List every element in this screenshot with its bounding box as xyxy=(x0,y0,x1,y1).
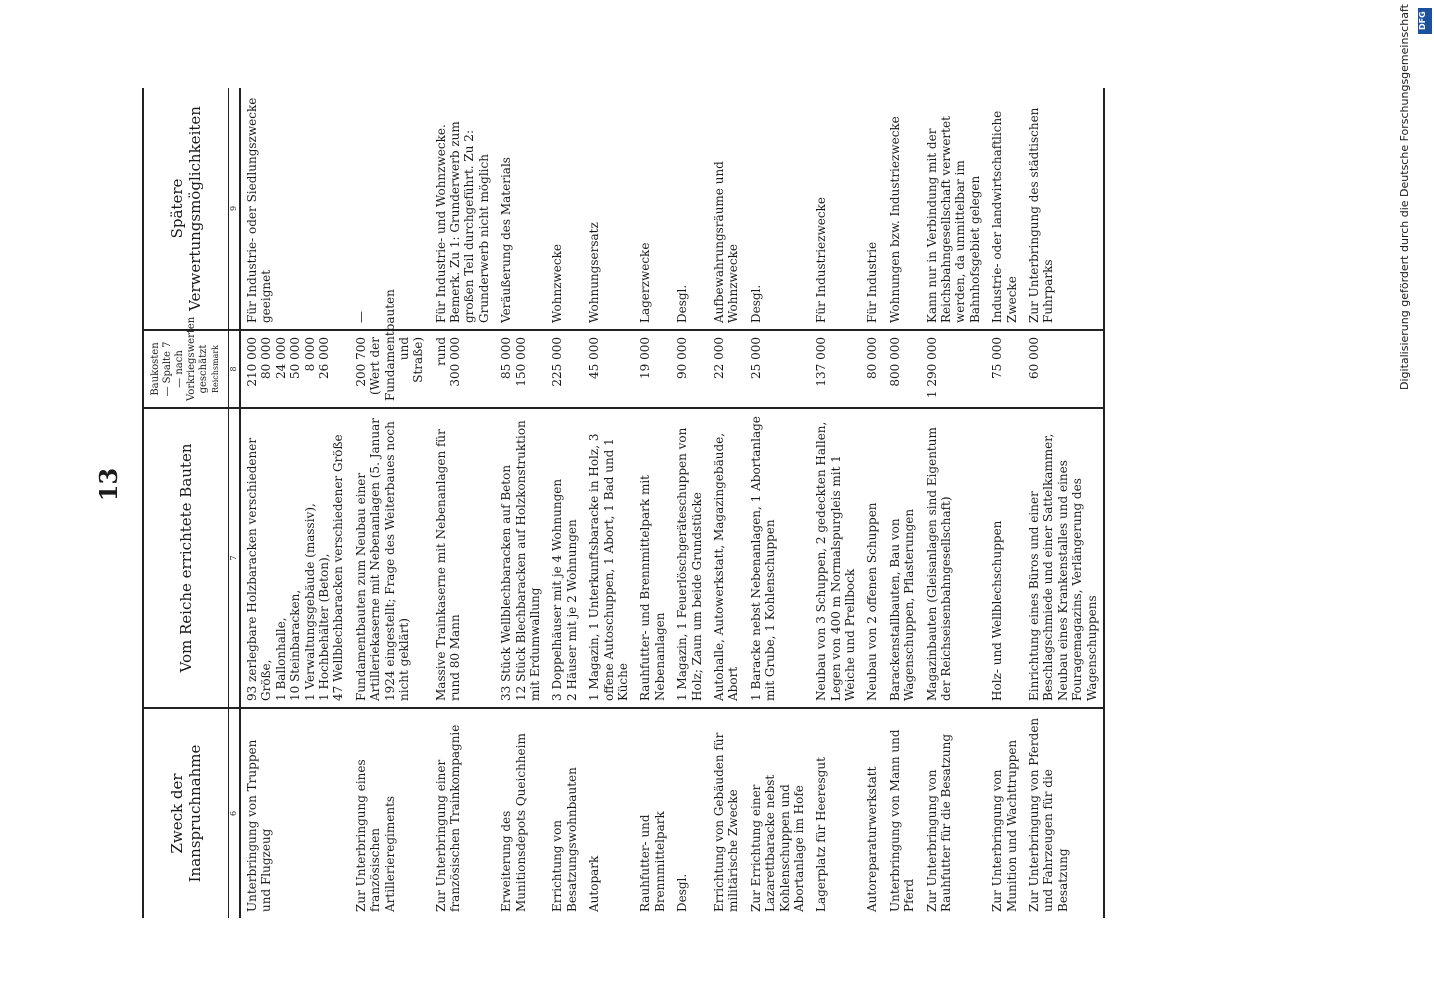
bauten-cell xyxy=(634,408,671,708)
table-row xyxy=(430,88,496,918)
bauten-line: 1 Ballonhalle, xyxy=(273,617,288,701)
table-row xyxy=(708,88,745,918)
kosten-value: 60 000 xyxy=(1026,337,1041,379)
kosten-value: 19 000 xyxy=(638,337,653,379)
verwertung-cell xyxy=(708,88,745,330)
bauten-cell xyxy=(884,408,921,708)
kosten-cell xyxy=(671,330,708,408)
zweck-cell xyxy=(546,708,583,918)
table-row xyxy=(745,88,811,918)
zweck-cell xyxy=(583,708,634,918)
zweck-cell xyxy=(1023,708,1104,918)
verwertung-text: Kann nur in Verbindung mit der Reichsbahngesellschaft verwertet werden, da unmittelbar im Bahnhofsgebiet gelegen xyxy=(924,116,982,323)
zweck-cell xyxy=(240,708,350,918)
bauten-cell xyxy=(350,408,430,708)
kosten-value: 80 000 xyxy=(865,337,880,379)
bauten-line: 93 zerlegbare Holzbaracken verschiedener Größe, xyxy=(245,437,274,701)
kosten-value: 45 000 xyxy=(587,337,602,379)
kosten-cell xyxy=(546,330,583,408)
bauten-line: 47 Wellblechbaracken verschiedener Größe xyxy=(331,434,346,701)
kosten-cell xyxy=(495,330,546,408)
table-row xyxy=(583,88,634,918)
verwertung-text: Industrie- oder landwirtschaftliche Zwecke xyxy=(990,110,1019,323)
verwertung-cell xyxy=(745,88,811,330)
kosten-value: 150 000 xyxy=(513,337,528,387)
verwertung-text: Für Industriezwecke xyxy=(814,197,829,323)
buildings-table xyxy=(142,88,1105,918)
kosten-value: 137 000 xyxy=(814,337,829,387)
bauten-line: 12 Stück Blechbaracken auf Holzkonstruktion mit Erdumwallung xyxy=(513,420,543,701)
table-row xyxy=(884,88,921,918)
verwertung-cell xyxy=(546,88,583,330)
zweck-text: Zur Errichtung einer Lazarettbaracke nebst Kohlenschuppen und Abortanlage im Hofe xyxy=(748,774,806,912)
verwertung-text: Wohnungen bzw. Industriezwecke xyxy=(887,116,902,323)
header-zweck: Zweck der Inanspruchnahme xyxy=(168,744,204,883)
verwertung-cell xyxy=(810,88,861,330)
header-bauten: Vom Reiche errichtete Bauten xyxy=(143,408,229,708)
kosten-value: 300 000 xyxy=(448,337,463,387)
bauten-cell xyxy=(430,408,496,708)
zweck-cell xyxy=(861,708,883,918)
zweck-cell xyxy=(921,708,987,918)
kosten-value: 225 000 xyxy=(550,337,565,387)
zweck-text: Autopark xyxy=(587,855,602,912)
zweck-text: Erweiterung des Munitionsdepots Queichheim xyxy=(499,733,528,912)
zweck-text: Zur Unterbringung von Rauhfutter für die Besatzung xyxy=(924,733,954,912)
kosten-value: (Wert der Fundamentbauten und Straße) xyxy=(368,289,426,401)
zweck-text: Unterbringung von Mann und Pferd xyxy=(887,729,917,912)
bauten-cell xyxy=(583,408,634,708)
bauten-line: Fundamentbauten zum Neubau einer Artilleriekaserne mit Nebenanlagen (5. Januar 1924 eingestellt; Frage des Weiterbaues noch nicht geklärt) xyxy=(353,417,411,701)
kosten-cell xyxy=(634,330,671,408)
bauten-line: 33 Stück Wellblechbaracken auf Beton xyxy=(499,464,514,701)
bauten-cell xyxy=(745,408,811,708)
zweck-cell xyxy=(884,708,921,918)
kosten-value: 1 290 000 xyxy=(924,337,939,399)
bauten-cell xyxy=(495,408,546,708)
verwertung-cell xyxy=(495,88,546,330)
kosten-value: 26 000 xyxy=(316,337,331,379)
zweck-text: Lagerplatz für Heeresgut xyxy=(814,757,829,912)
zweck-cell xyxy=(986,708,1023,918)
bauten-cell xyxy=(546,408,583,708)
zweck-text: Zur Unterbringung einer französischen Trainkompagnie xyxy=(433,724,463,912)
table-row xyxy=(240,88,350,918)
zweck-text: Desgl. xyxy=(675,873,690,912)
column-number: 7 xyxy=(229,408,241,708)
zweck-cell xyxy=(708,708,745,918)
verwertung-cell xyxy=(861,88,883,330)
kosten-value: 800 000 xyxy=(887,337,902,387)
column-number: 9 xyxy=(229,88,241,330)
verwertung-cell xyxy=(1023,88,1104,330)
bauten-line: Einrichtung eines Büros und einer Beschlagschmiede und einer Sattelkammer, Neubau eines Krankenstalles und eines Fouragemagazins, Verlängerung des Wagenschuppens xyxy=(1026,433,1099,701)
table-row xyxy=(546,88,583,918)
kosten-cell xyxy=(430,330,496,408)
kosten-cell xyxy=(708,330,745,408)
bauten-cell xyxy=(671,408,708,708)
header-kosten xyxy=(143,316,229,408)
verwertung-text: Wohnzwecke xyxy=(550,244,565,323)
bauten-line: Neubau von 2 offenen Schuppen xyxy=(865,502,880,701)
zweck-text: Zur Unterbringung eines französischen Artillerieregiments xyxy=(353,759,397,912)
zweck-text: Errichtung von Besatzungswohnbauten xyxy=(550,767,579,912)
kosten-value: 22 000 xyxy=(711,337,726,379)
zweck-text: Errichtung von Gebäuden für militärische Zwecke xyxy=(711,732,741,912)
verwertung-text: Zur Unterbringung des städtischen Fuhrparks xyxy=(1026,107,1056,323)
kosten-value: 75 000 xyxy=(990,337,1005,379)
bauten-cell xyxy=(986,408,1023,708)
kosten-value: 90 000 xyxy=(675,337,690,379)
verwertung-cell xyxy=(921,88,987,330)
kosten-cell xyxy=(583,330,634,408)
bauten-cell xyxy=(921,408,987,708)
kosten-value: 85 000 xyxy=(499,337,514,379)
verwertung-cell xyxy=(986,88,1023,330)
verwertung-text: — xyxy=(353,311,368,323)
table-row xyxy=(671,88,708,918)
bauten-line: 2 Häuser mit je 2 Wohnungen xyxy=(564,519,579,701)
bauten-line: 1 Magazin, 1 Unterkunftsbaracke in Holz, 3 offene Autoschuppen, 1 Abort, 1 Bad und 1 Küche xyxy=(587,433,630,701)
kosten-value: 50 000 xyxy=(288,337,303,379)
header-kosten-label: Baukosten — Spalte 7 — nach Vorkriegswerten geschätzt xyxy=(150,316,209,401)
kosten-value: 25 000 xyxy=(748,337,763,379)
bauten-cell xyxy=(240,408,350,708)
bauten-line: Massive Trainkaserne mit Nebenanlagen für rund 80 Mann xyxy=(433,429,463,701)
verwertung-text: Desgl. xyxy=(748,284,763,323)
bauten-cell xyxy=(708,408,745,708)
zweck-cell xyxy=(745,708,811,918)
table-row xyxy=(350,88,430,918)
zweck-text: Unterbringung von Truppen und Flugzeug xyxy=(245,739,274,912)
table-row xyxy=(810,88,861,918)
kosten-cell xyxy=(986,330,1023,408)
page-number: 13 xyxy=(94,467,124,502)
kosten-cell xyxy=(1023,330,1104,408)
kosten-cell xyxy=(240,330,350,408)
zweck-text: Zur Unterbringung von Pferden und Fahrzeugen für die Besatzung xyxy=(1026,717,1070,912)
header-kosten-unit: Reichsmark xyxy=(211,344,220,394)
dfg-logo: DFG xyxy=(1418,8,1432,34)
rotated-table-region xyxy=(142,88,1302,918)
zweck-text: Zur Unterbringung von Munition und Wachttruppen xyxy=(990,739,1019,912)
table-row xyxy=(1023,88,1104,918)
bauten-line: Magazinbauten (Gleisanlagen sind Eigentum der Reichseisenbahngesellschaft) xyxy=(924,427,954,701)
kosten-cell xyxy=(884,330,921,408)
column-number: 8 xyxy=(229,330,241,408)
kosten-value: 8 000 xyxy=(302,337,317,372)
column-number: 6 xyxy=(229,708,241,918)
table-row xyxy=(861,88,883,918)
kosten-value: 24 000 xyxy=(273,337,288,379)
verwertung-cell xyxy=(240,88,350,330)
bauten-line: Holz- und Wellblechschuppen xyxy=(990,520,1005,701)
bauten-line: Autohalle, Autowerkstatt, Magazingebäude, Abort xyxy=(711,432,741,701)
kosten-cell xyxy=(350,289,430,408)
verwertung-cell xyxy=(884,88,921,330)
table-row xyxy=(921,88,987,918)
zweck-cell xyxy=(350,708,430,918)
bauten-line: 10 Steinbaracken, xyxy=(288,589,303,701)
table-row xyxy=(634,88,671,918)
verwertung-text: Für Industrie- und Wohnzwecke. Bemerk. Zu 1: Grunderwerb zum großen Teil durchgeführt. Zu 2: Grunderwerb nicht möglich xyxy=(433,121,491,323)
bauten-line: Neubau von 3 Schuppen, 2 gedeckten Hallen, Legen von 400 m Normalspurgleis mit 1 Weiche und Prellbock xyxy=(814,421,858,701)
bauten-line: 1 Verwaltungsgebäude (massiv), xyxy=(302,503,317,701)
verwertung-cell xyxy=(430,88,496,330)
verwertung-text: Für Industrie- oder Siedlungszwecke geeignet xyxy=(245,97,274,323)
bauten-line: Rauhfutter- und Brennmittelpark mit Nebenanlagen xyxy=(638,474,667,701)
bauten-line: Barackenstallbauten, Bau von Wagenschuppen, Pflasterungen xyxy=(887,508,917,701)
kosten-cell xyxy=(810,330,861,408)
kosten-value: 210 000 xyxy=(245,337,259,387)
bauten-line: 3 Doppelhäuser mit je 4 Wohnungen xyxy=(550,478,565,701)
verwertung-text: Für Industrie xyxy=(865,241,880,323)
watermark-text: Digitalisierung gefördert durch die Deutsche Forschungsgemeinschaft xyxy=(1398,4,1411,390)
verwertung-cell xyxy=(634,88,671,330)
zweck-cell xyxy=(810,708,861,918)
verwertung-text: Desgl. xyxy=(675,284,690,323)
table-body xyxy=(240,88,1104,918)
zweck-cell xyxy=(430,708,496,918)
verwertung-cell xyxy=(583,88,634,330)
kosten-value: rund xyxy=(433,337,448,366)
zweck-cell xyxy=(634,708,671,918)
kosten-value: 200 700 xyxy=(353,337,368,387)
zweck-cell xyxy=(671,708,708,918)
zweck-cell xyxy=(495,708,546,918)
table-row xyxy=(495,88,546,918)
bauten-cell xyxy=(861,408,883,708)
kosten-value: 80 000 xyxy=(259,337,274,379)
bauten-cell xyxy=(810,408,861,708)
kosten-cell xyxy=(921,330,987,408)
verwertung-text: Veräußerung des Materials xyxy=(499,157,514,323)
verwertung-text: Lagerzwecke xyxy=(638,242,653,323)
bauten-cell xyxy=(1023,408,1104,708)
zweck-text: Rauhfutter- und Brennmittelpark xyxy=(638,811,667,912)
zweck-text: Autoreparaturwerkstatt xyxy=(865,766,880,912)
table-row xyxy=(986,88,1023,918)
kosten-cell xyxy=(861,330,883,408)
bauten-line: 1 Baracke nebst Nebenanlagen, 1 Abortanlage mit Grube, 1 Kohlenschuppen xyxy=(748,416,778,701)
verwertung-text: Aufbewahrungsräume und Wohnzwecke xyxy=(711,161,741,323)
bauten-line: 1 Magazin, 1 Feuerlöschgeräteschuppen von Holz; Zaun um beide Grundstücke xyxy=(675,427,704,701)
kosten-cell xyxy=(745,330,811,408)
bauten-line: 1 Hochbehälter (Beton), xyxy=(316,553,331,701)
verwertung-cell xyxy=(671,88,708,330)
verwertung-text: Wohnungsersatz xyxy=(587,222,602,323)
header-verwertung: Spätere Verwertungsmöglichkeiten xyxy=(143,88,229,330)
